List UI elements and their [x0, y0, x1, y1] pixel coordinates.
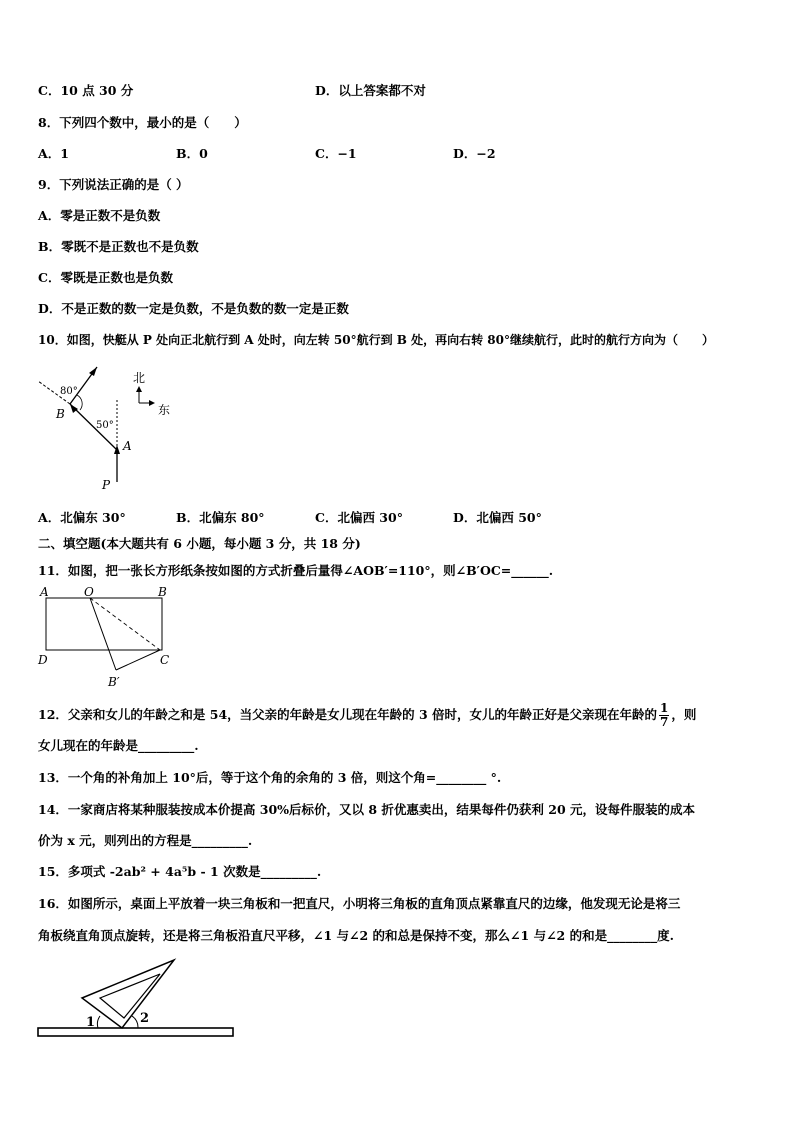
- q10-arc-b: [77, 395, 82, 410]
- q11-fold-line-oc: [90, 598, 160, 650]
- q16-arc-angle2: [132, 1016, 138, 1028]
- q10-stem: 10．如图，快艇从 P 处向正北航行到 A 处时，向左转 50°航行到 B 处，再向右转 80°继续航行，此时的航行方向为（ ）: [38, 333, 715, 347]
- q14-line2: 价为 x 元，则列出的方程是_________.: [38, 833, 253, 848]
- q16-figure: [36, 956, 238, 1042]
- q7-option-d: D．以上答案都不对: [315, 83, 426, 98]
- q7-option-c: C．10 点 30 分: [38, 83, 134, 98]
- q10-option-a: A．北偏东 30°: [38, 510, 126, 525]
- q10-arrowhead-pa: [114, 445, 120, 454]
- q10-label-50: 50°: [96, 420, 114, 431]
- q11-stem: 11．如图，把一张长方形纸条按如图的方式折叠后量得∠AOB′=110°，则∠B′OC=______.: [38, 563, 554, 578]
- q9-option-a: A．零是正数不是负数: [38, 208, 161, 223]
- q11-segment-bprime-c: [116, 650, 160, 670]
- q11-label-d: D: [38, 653, 48, 667]
- q16-arc-angle1: [97, 1016, 100, 1028]
- q9-option-d: D．不是正数的数一定是负数，不是负数的数一定是正数: [38, 301, 349, 316]
- q10-figure: [30, 362, 190, 497]
- q8-option-a: A．1: [38, 146, 69, 161]
- q10-label-p: P: [102, 478, 111, 492]
- q9-option-c: C．零既是正数也是负数: [38, 270, 173, 285]
- q10-label-north: 北: [133, 371, 146, 385]
- q10-label-b: B: [56, 407, 65, 421]
- q16-triangle-outer: [82, 960, 174, 1028]
- q16-triangle-inner: [100, 974, 160, 1018]
- q11-segment-ob-prime: [90, 598, 116, 670]
- q12-line2: 女儿现在的年龄是_________.: [38, 738, 199, 753]
- q11-label-b-prime: B′: [108, 675, 120, 689]
- q12-fraction: [659, 702, 669, 729]
- q9-option-b: B．零既不是正数也不是负数: [38, 239, 199, 254]
- q16-label-angle2: 2: [140, 1011, 150, 1026]
- q8-stem: 8．下列四个数中，最小的是（ ）: [38, 115, 247, 130]
- q9-stem: 9．下列说法正确的是（ ）: [38, 177, 189, 192]
- q11-label-b: B: [158, 585, 167, 599]
- q10-option-b: B．北偏东 80°: [176, 510, 265, 525]
- q10-option-c: C．北偏西 30°: [315, 510, 403, 525]
- q11-label-c: C: [160, 653, 170, 667]
- q12-text-a: 12．父亲和女儿的年龄之和是 54，当父亲的年龄是女儿现在年龄的 3 倍时，女儿的年龄正好是父亲现在年龄的: [38, 707, 658, 722]
- q15-stem: 15．多项式 -2ab² + 4a⁵b - 1 次数是_________.: [38, 864, 322, 879]
- q14-line1: 14．一家商店将某种服装按成本价提高 30%后标价，又以 8 折优惠卖出，结果每件仍获利 20 元，设每件服装的成本: [38, 802, 696, 817]
- q12-text-b: ，则: [671, 707, 697, 722]
- q10-label-80: 80°: [60, 386, 78, 397]
- q10-compass-east-arrow: [149, 400, 155, 406]
- q10-arrowhead-ab: [70, 404, 78, 413]
- q8-option-b: B．0: [176, 146, 208, 161]
- q10-label-east: 东: [158, 403, 171, 417]
- section-title-fill-in: 二、填空题(本大题共有 6 小题，每小题 3 分，共 18 分): [38, 536, 361, 551]
- q12-line1: [38, 702, 696, 729]
- q13-stem: 13．一个角的补角加上 10°后，等于这个角的余角的 3 倍，则这个角=________ °.: [38, 770, 502, 785]
- q16-line2: 角板绕直角顶点旋转，还是将三角板沿直尺平移，∠1 与∠2 的和总是保持不变，那么∠1 与∠2 的和是________度.: [38, 928, 674, 943]
- q16-label-angle1: 1: [86, 1015, 96, 1030]
- q16-ruler: [38, 1028, 233, 1036]
- q10-label-a: A: [123, 439, 132, 453]
- q12-fraction-denominator: 7: [660, 715, 669, 729]
- q11-figure: [32, 584, 182, 694]
- q8-option-c: C．−1: [315, 146, 357, 161]
- q10-compass-north-arrow: [136, 386, 142, 392]
- q11-rectangle: [46, 598, 162, 650]
- q10-arrowhead-b: [89, 367, 97, 376]
- q16-line1: 16．如图所示，桌面上平放着一块三角板和一把直尺，小明将三角板的直角顶点紧靠直尺的边缘，他发现无论是将三: [38, 896, 681, 911]
- q11-label-a: A: [40, 585, 49, 599]
- q10-option-d: D．北偏西 50°: [453, 510, 542, 525]
- q12-fraction-numerator: 1: [660, 701, 669, 715]
- q8-option-d: D．−2: [453, 146, 496, 161]
- q11-label-o: O: [84, 585, 94, 599]
